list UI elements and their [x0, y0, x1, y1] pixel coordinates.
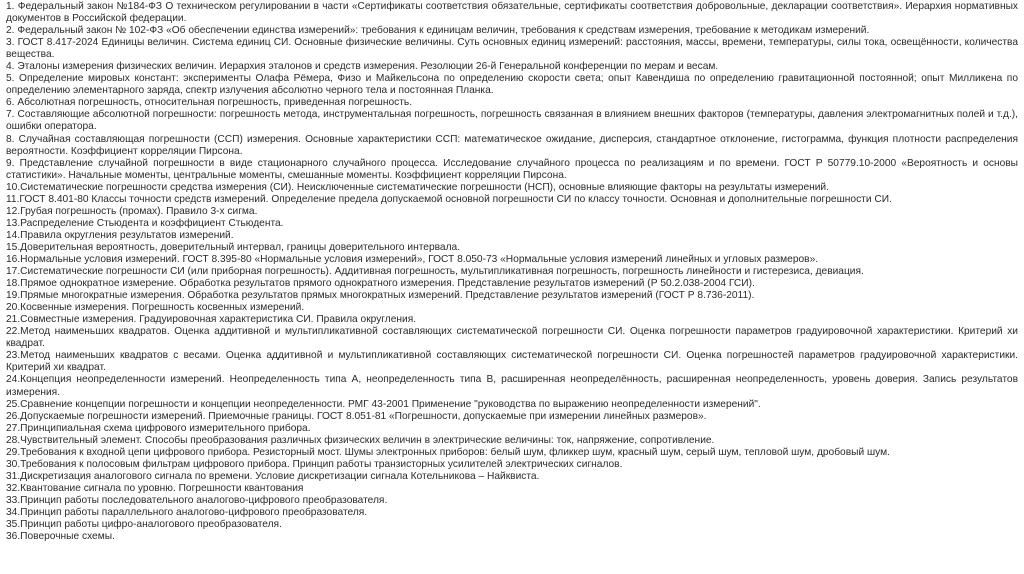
question-text: Допускаемые погрешности измерений. Приемочные границы. ГОСТ 8.051-81 «Погрешности, допускаемые при измерении линейных размеров».	[20, 410, 707, 422]
question-text: Концепция неопределенности измерений. Неопределенность типа А, неопределенность типа В, расширенная неопределённость, расширенная неопределенность, уровень доверия. Запись результатов измерения.	[6, 374, 1018, 398]
question-item	[6, 206, 1018, 218]
question-text: Абсолютная погрешность, относительная погрешность, приведенная погрешность.	[14, 97, 413, 109]
question-number: 1.	[6, 1, 15, 12]
question-number: 15.	[6, 241, 21, 253]
question-number: 35.	[6, 519, 21, 531]
question-item	[6, 459, 1018, 471]
question-text: Принцип работы цифро-аналогового преобразователя.	[20, 519, 282, 531]
question-item	[6, 218, 1018, 230]
question-number: 21.	[6, 314, 21, 326]
question-item	[6, 230, 1018, 242]
question-text: Требования к полосовым фильтрам цифрового прибора. Принцип работы транзисторных усилителей электрических сигналов.	[20, 458, 623, 470]
question-item	[6, 314, 1018, 326]
question-item	[6, 290, 1018, 302]
question-text: Сравнение концепции погрешности и концепции неопределенности. РМГ 43-2001 Применение "руководства по выражению неопределенности измерений".	[20, 398, 761, 410]
question-item	[6, 519, 1018, 531]
question-item	[6, 109, 1018, 133]
question-item	[6, 302, 1018, 314]
question-number: 12.	[6, 205, 21, 217]
question-item	[6, 194, 1018, 206]
question-number: 27.	[6, 422, 21, 434]
question-text: Федеральный закон № 102-ФЗ «Об обеспечении единства измерений»: требования к единицам величин, требования к средствам измерения, требование к методикам измерений.	[14, 25, 870, 37]
question-text: Чувствительный элемент. Способы преобразования различных физических величин в электрические величины: ток, напряжение, сопротивление.	[20, 434, 715, 446]
question-number: 24.	[6, 374, 21, 386]
question-number: 4.	[6, 61, 15, 73]
question-text: Метод наименьших квадратов с весами. Оценка аддитивной и мультипликативной составляющих систематической погрешности СИ. Оценка погрешностей параметров градуировочной характеристики. Критерий хи квадрат.	[6, 350, 1018, 374]
question-text: Дискретизация аналогового сигнала по времени. Условие дискретизации сигнала Котельникова – Найквиста.	[20, 470, 540, 482]
question-number: 16.	[6, 253, 21, 265]
exam-questions-list	[6, 1, 1018, 543]
question-text: Поверочные схемы.	[20, 531, 115, 543]
question-text: Квантование сигнала по уровню. Погрешности квантования	[20, 482, 304, 494]
question-text: Распределение Стьюдента и коэффициент Стьюдента.	[20, 217, 284, 229]
question-item	[6, 266, 1018, 278]
question-number: 3.	[6, 37, 15, 49]
question-item	[6, 37, 1018, 61]
question-number: 9.	[6, 157, 15, 169]
question-text: ГОСТ 8.417-2024 Единицы величин. Система единиц СИ. Основные физические величины. Суть основных единиц измерений: расстояния, массы, времени, температуры, силы тока, освещённости, количества вещества.	[6, 37, 1018, 61]
question-text: Представление случайной погрешности в виде стационарного случайного процесса. Исследование случайного процесса по реализациям и по времени. ГОСТ Р 50779.10-2000 «Вероятность и основы статистики». Начальные моменты, центральные моменты, смешанные моменты. Коэффициент корреляции Пирсона.	[6, 157, 1018, 181]
question-number: 18.	[6, 278, 21, 290]
question-number: 13.	[6, 217, 21, 229]
question-text: Требования к входной цепи цифрового прибора. Резисторный мост. Шумы электронных приборов: белый шум, фликкер шум, красный шум, серый шум, тепловой шум, дробовый шум.	[20, 446, 890, 458]
question-text: Составляющие абсолютной погрешности: погрешность метода, инструментальная погрешность, погрешность связанная в влиянием внешних факторов (температуры, давления электромагнитных полей и т.д.), ошибки оператора.	[6, 109, 1018, 133]
question-number: 20.	[6, 302, 21, 314]
question-text: Систематические погрешности средства измерения (СИ). Неисключенные систематические погрешности (НСП), основные влияющие факторы на результаты измерений.	[20, 181, 829, 193]
question-number: 11.	[6, 193, 20, 205]
question-text: Прямое однократное измерение. Обработка результатов прямого однократного измерения. Представление результатов измерений (Р 50.2.038-2004 ГСИ).	[20, 278, 755, 290]
question-number: 7.	[6, 109, 15, 121]
question-text: Совместные измерения. Градуировочная характеристика СИ. Правила округления.	[20, 314, 417, 326]
question-number: 29.	[6, 446, 21, 458]
question-item	[6, 278, 1018, 290]
question-item	[6, 483, 1018, 495]
question-number: 6.	[6, 97, 15, 109]
question-item	[6, 158, 1018, 182]
question-number: 31.	[6, 470, 21, 482]
question-item	[6, 134, 1018, 158]
question-number: 23.	[6, 350, 21, 362]
question-text: Принципиальная схема цифрового измерительного прибора.	[20, 422, 311, 434]
question-item	[6, 242, 1018, 254]
question-item	[6, 447, 1018, 459]
question-item	[6, 495, 1018, 507]
question-item	[6, 350, 1018, 374]
question-number: 33.	[6, 494, 21, 506]
question-text: Принцип работы параллельного аналогово-цифрового преобразователя.	[20, 506, 368, 518]
question-text: Случайная составляющая погрешности (ССП) измерения. Основные характеристики ССП: математическое ожидание, дисперсия, стандартное отклонение, гистограмма, функция плотности распределения вероятности. Коэффициент корреляции Пирсона.	[6, 133, 1018, 157]
question-item	[6, 73, 1018, 97]
question-item	[6, 254, 1018, 266]
question-text: Федеральный закон №184-ФЗ О техническом регулировании в части «Сертификаты соответствия обязательные, сертификаты соответствия добровольные, декларации соответствия». Иерархия нормативных документов в Российской федерации.	[6, 1, 1018, 25]
question-text: Косвенные измерения. Погрешность косвенных измерений.	[20, 302, 305, 314]
question-number: 25.	[6, 398, 21, 410]
question-item	[6, 399, 1018, 411]
question-number: 14.	[6, 229, 21, 241]
question-text: Определение мировых констант: эксперименты Олафа Рёмера, Физо и Майкельсона по определению скорости света; опыт Кавендиша по определению гравитационной постоянной; опыт Милликена по определению элементарного заряда, спектр излучения абсолютно черного тела и постоянная Планка.	[6, 73, 1018, 97]
question-text: Систематические погрешности СИ (или приборная погрешность). Аддитивная погрешность, мультипликативная погрешность, погрешность линейности и гистерезиса, девиация.	[20, 266, 864, 278]
question-item	[6, 1, 1018, 25]
question-number: 36.	[6, 531, 21, 543]
question-text: Принцип работы последовательного аналогово-цифрового преобразователя.	[20, 494, 388, 506]
question-text: ГОСТ 8.401-80 Классы точности средств измерений. Определение предела допускаемой основной погрешности СИ по классу точности. Основная и дополнительные погрешности СИ.	[19, 193, 892, 205]
question-number: 5.	[6, 73, 15, 85]
question-number: 2.	[6, 25, 15, 37]
question-text: Доверительная вероятность, доверительный интервал, границы доверительного интервала.	[20, 241, 461, 253]
question-number: 10.	[6, 181, 21, 193]
question-item	[6, 25, 1018, 37]
question-item	[6, 97, 1018, 109]
question-text: Эталоны измерения физических величин. Иерархия эталонов и средств измерения. Резолюции 26-й Генеральной конференции по мерам и весам.	[14, 61, 719, 73]
question-number: 28.	[6, 434, 21, 446]
question-item	[6, 182, 1018, 194]
question-number: 8.	[6, 133, 15, 145]
question-number: 26.	[6, 410, 21, 422]
question-item	[6, 423, 1018, 435]
question-text: Метод наименьших квадратов. Оценка аддитивной и мультипликативной составляющих систематической погрешности СИ. Оценка погрешности параметров градуировочной характеристики. Критерий хи квадрат.	[6, 326, 1018, 350]
question-text: Нормальные условия измерений. ГОСТ 8.395-80 «Нормальные условия измерений», ГОСТ 8.050-73 «Нормальные условия измерений линейных и угловых размеров».	[20, 253, 819, 265]
question-number: 30.	[6, 458, 21, 470]
question-item	[6, 531, 1018, 543]
question-item	[6, 61, 1018, 73]
question-text: Грубая погрешность (промах). Правило 3-х сигма.	[20, 205, 258, 217]
question-item	[6, 471, 1018, 483]
question-number: 34.	[6, 506, 21, 518]
question-number: 19.	[6, 290, 21, 302]
question-text: Правила округления результатов измерений.	[20, 229, 234, 241]
question-item	[6, 411, 1018, 423]
question-number: 32.	[6, 482, 21, 494]
question-number: 22.	[6, 326, 21, 338]
question-text: Прямые многократные измерения. Обработка результатов прямых многократных измерений. Представление результатов измерений (ГОСТ Р 8.736-2011).	[20, 290, 755, 302]
question-number: 17.	[6, 266, 21, 278]
question-item	[6, 507, 1018, 519]
question-item	[6, 326, 1018, 350]
question-item	[6, 435, 1018, 447]
question-item	[6, 374, 1018, 398]
